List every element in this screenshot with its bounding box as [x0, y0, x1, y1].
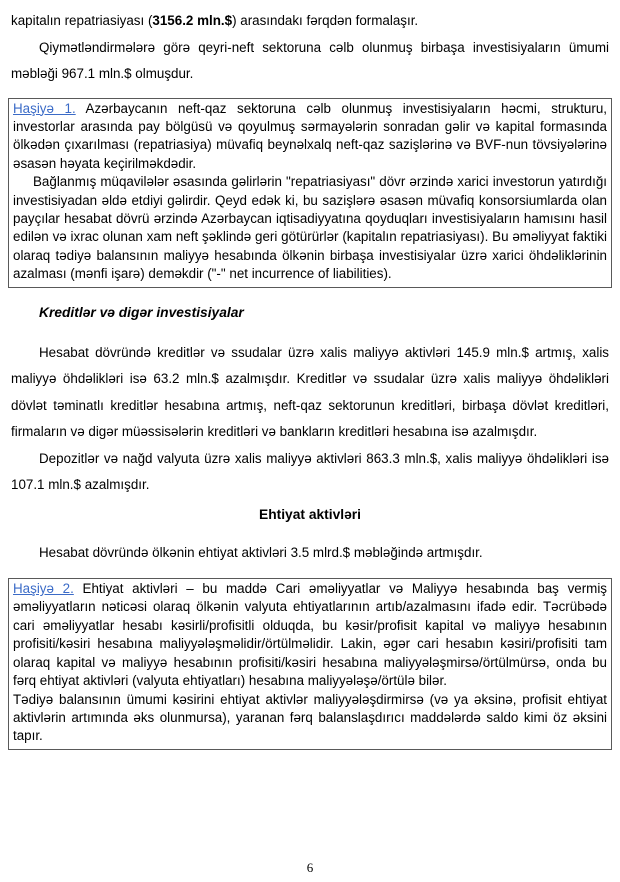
- section-heading-credits: Kreditlər və digər investisiyalar: [39, 304, 244, 320]
- amount-capital-repatriation: 3156.2 mln.$: [152, 13, 233, 28]
- note1-link[interactable]: Haşiyə 1.: [13, 100, 76, 116]
- intro-paragraph-2: Qiymətləndirmələrə görə qeyri-neft sektoruna cəlb olunmuş birbaşa investisiyaların ümumi məbləği 967.1 mln.$ olmuşdur.: [11, 39, 609, 81]
- note-box-2: [8, 578, 612, 750]
- note1-p1-text: Azərbaycanın neft-qaz sektoruna cəlb olunmuş investisiyaların həcmi, strukturu, investorlar arasında pay bölgüsü və qoyulmuş sərmayələrin sonradan gəlir və kapital formasında ölkədən çıxarılması (repatriasiya) müvafiq beynəlxalq neft-qaz sazişlərinə və BVF-nun tövsiyələrinə əsasən həyata keçirilməkdədir.: [13, 100, 608, 171]
- page-number: 6: [306, 860, 314, 875]
- note1-paragraph-2: Bağlanmış müqavilələr əsasında gəlirlərin "repatriasiyası" dövr ərzində xarici investorun yatırdığı investisiyadan əldə etdiyi gəlirdir. Qeyd edək ki, bu sazişlərə əsasən müvafiq konsorsiumlarda olan payçılar hesabat dövrü ərzində Azərbaycan iqtisadiyyatına qoyduqları investisiyaların hamısını hasil edilən və ixrac olunan xam neft şəklində geri götürürlər (kapitalın repatriasiyası). Bu əməliyyat faktiki olaraq tədiyə balansının maliyyə hesabında ölkənin birbaşa investisiyalar üzrə xarici öhdəliklərinin azalması (mənfi işarə) deməkdir ("-" net incurrence of liabilities).: [13, 174, 607, 282]
- note2-paragraph-2: Tədiyə balansının ümumi kəsirini ehtiyat aktivlər maliyyələşdirmirsə (və ya əksinə, profisit ehtiyat aktivlərin artımında əks olunmursa), yaranan fərq balanslaşdırıcı maddələrdə saldo kimi öz əksini tapır.: [13, 691, 607, 744]
- note2-link[interactable]: Haşiyə 2.: [13, 581, 74, 597]
- intro-p1-text-pre: kapitalın repatriasiyası (: [11, 13, 153, 28]
- note1-paragraph-1: [13, 100, 607, 174]
- credits-paragraph-2: Depozitlər və nağd valyuta üzrə xalis maliyyə aktivləri 863.3 mln.$, xalis maliyyə öhdəlikləri isə 107.1 mln.$ azalmışdır.: [11, 450, 609, 493]
- intro-p1-text-post: ) arasındakı fərqdən formalaşır.: [232, 13, 419, 28]
- credits-paragraph-1: Hesabat dövründə kreditlər və ssudalar üzrə xalis maliyyə aktivləri 145.9 mln.$ artmış, xalis maliyyə öhdəlikləri isə 63.2 mln.$ azalmışdır. Kreditlər və ssudalar üzrə xalis maliyyə öhdəlikləri dövlət təminatlı kreditlər hesabına artmış, neft-qaz sektorunun kreditləri, birbaşa dövlət kreditləri, firmaların və digər müəssisələrin kreditləri və bankların kreditləri hesabına isə azalmışdır.: [11, 344, 609, 440]
- note2-p1-text: Ehtiyat aktivləri – bu maddə Cari əməliyyatlar və Maliyyə hesabında baş vermiş əməliyyatların nəticəsi olaraq ölkənin valyuta ehtiyatlarının artıb/azalmasını ifadə edir. Təcrübədə cari əməliyyatlar hesabı kəsirli/profisitli olduqda, bu kəsir/profisit kapital və maliyyə hesabının profisiti/kəsiri hesabına maliyyələşməlidir/örtülməlidir. Lakin, əgər cari hesabın kəsiri/profisiti tam olaraq kapital və maliyyə hesabının profisiti/kəsiri hesabına maliyyələşmirsə/örtülmürsə, onda bu fərq ehtiyat aktivləri (valyuta ehtiyatları) hesabına maliyyələşə/örtülə bilər.: [13, 581, 607, 689]
- intro-paragraph-1: [8, 8, 612, 35]
- reserves-paragraph-1: Hesabat dövründə ölkənin ehtiyat aktivləri 3.5 mlrd.$ məbləğində artmışdır.: [39, 544, 483, 560]
- section-heading-reserves: Ehtiyat aktivləri: [259, 506, 361, 522]
- note-box-1: [8, 98, 612, 288]
- note2-paragraph-1: [13, 580, 607, 690]
